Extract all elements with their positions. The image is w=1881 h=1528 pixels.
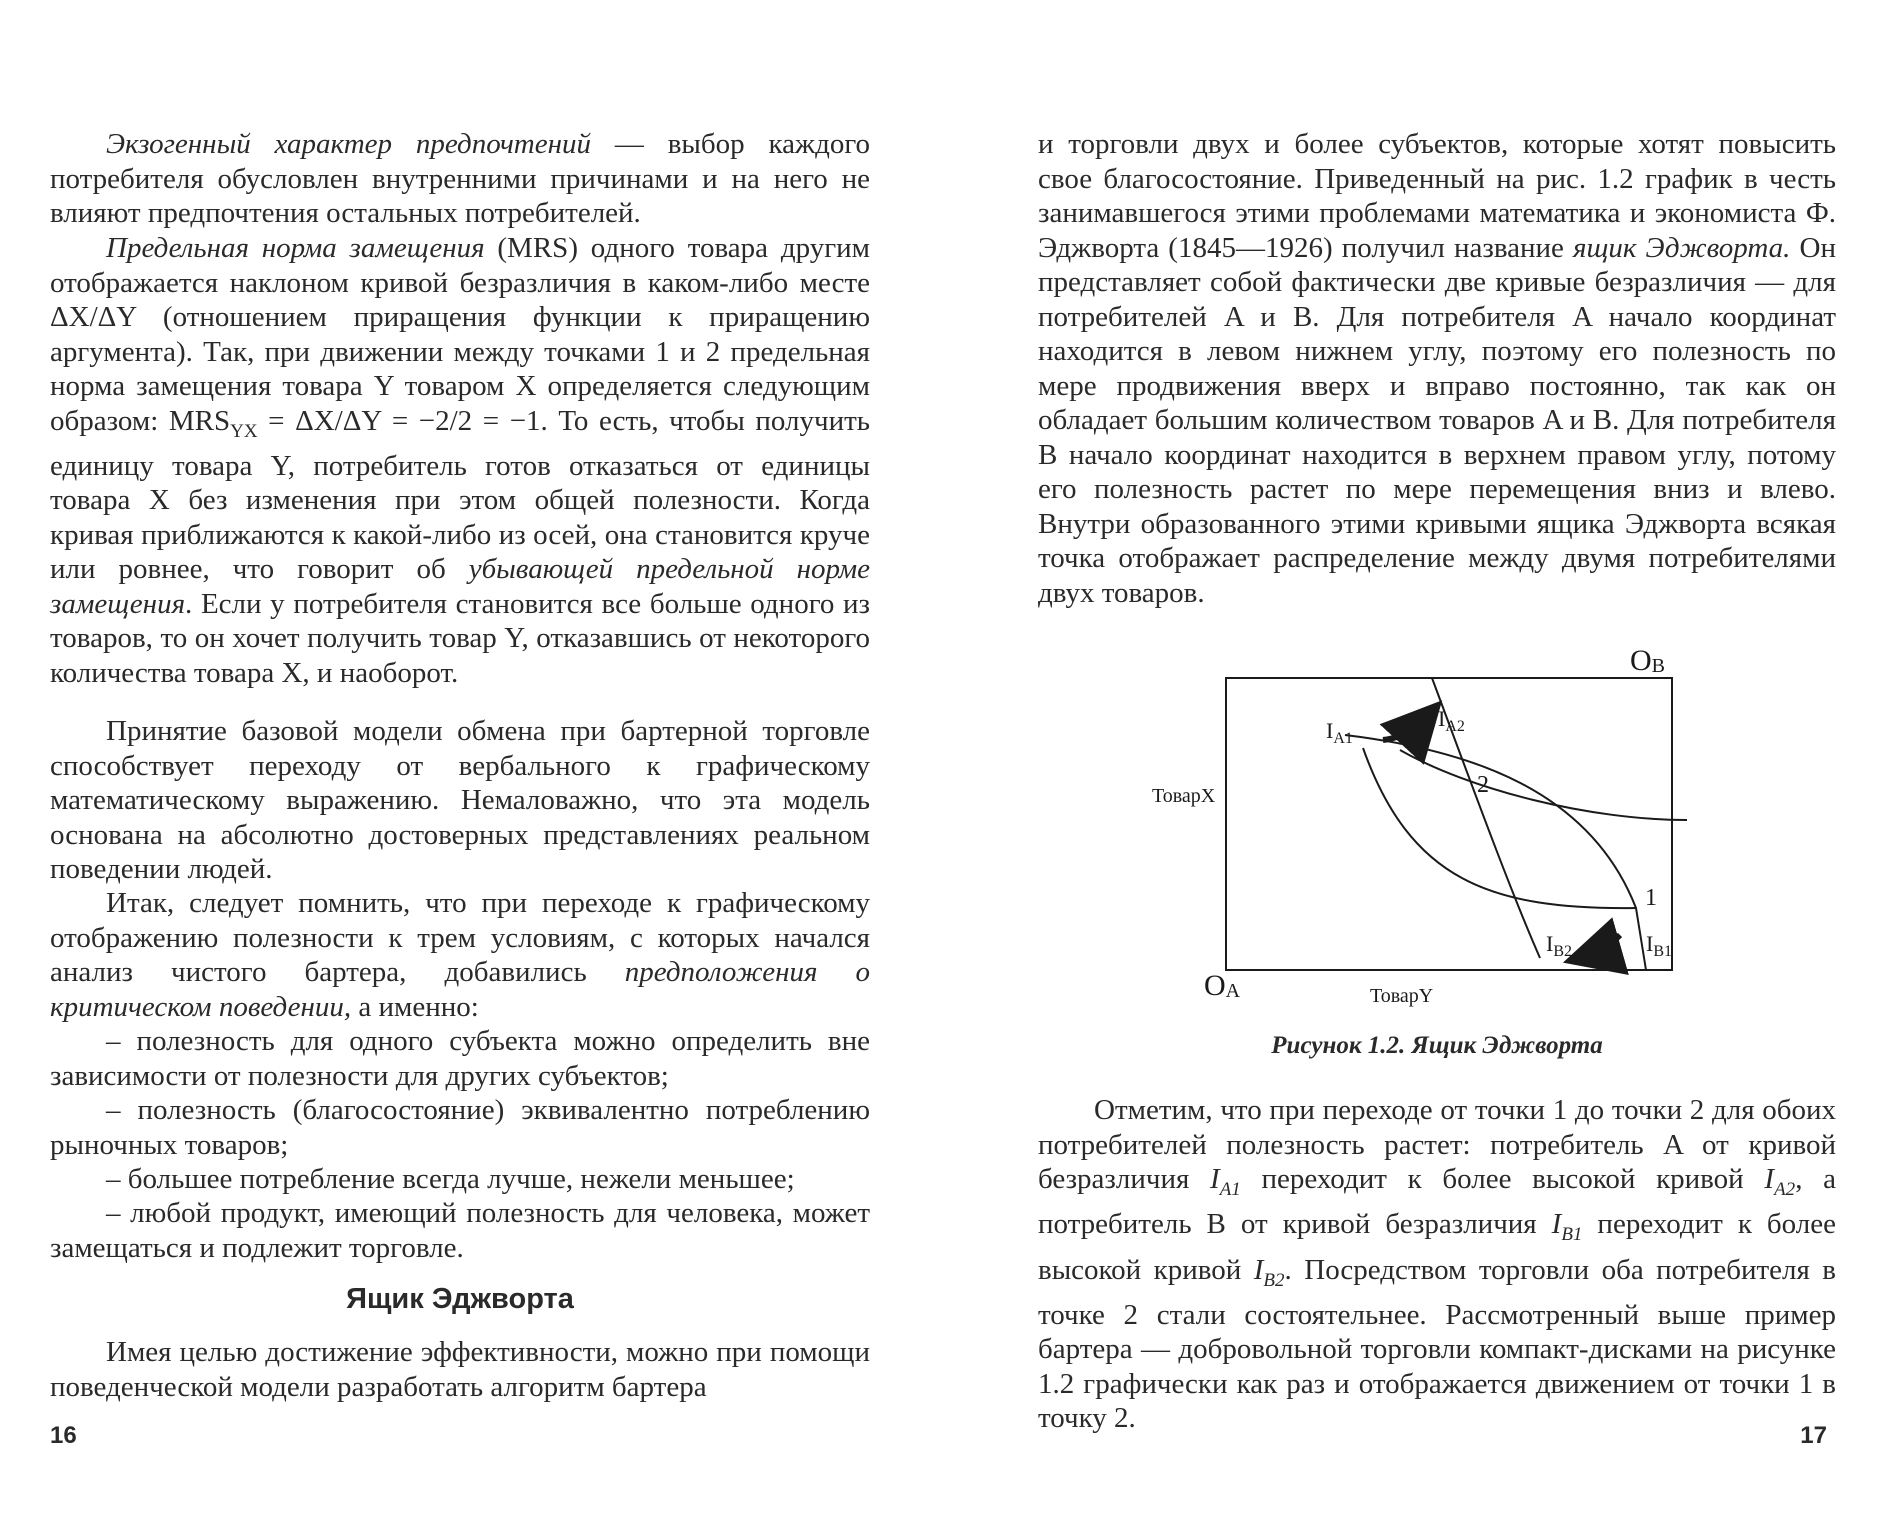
paragraph-text: — выбор каждого потребителя обусловлен внутренними причинами и на него не влияют предпочтения остальных потребителей. — [50, 128, 871, 229]
list-item — [50, 1024, 870, 1093]
paragraph-conclusion — [1038, 1093, 1836, 1436]
section-heading: Ящик Эджворта — [346, 1283, 574, 1315]
label-origin-b: OB — [1630, 644, 1666, 677]
label-good-x: ТоварX — [1152, 785, 1216, 807]
label-point-2: 2 — [1477, 772, 1489, 798]
paragraph-text: . Посредством торговли оба потребителя в точке 2 стали состоятельнее. Рассмотренный выше пример бартера — добровольной торговли компакт-дисками на рисунке 1.2 графически как раз и отображается движением от точки 1 в точку 2. — [1038, 1253, 1836, 1435]
page-number-left: 16 — [50, 1422, 77, 1449]
paragraph-text: Отметим, что при переходе от точки 1 до точки 2 для обоих потребителей полезность растет: потребитель A от кривой безразличия — [1038, 1094, 1836, 1195]
symbol-i: I — [1551, 1208, 1562, 1241]
paragraph-mrs — [50, 231, 870, 690]
page-number-right: 17 — [1800, 1422, 1827, 1449]
paragraph-last — [50, 1335, 870, 1404]
label-ia2: $I_{A2}$ — [1438, 706, 1465, 735]
paragraph-text: переходит к более высокой кривой — [1240, 1163, 1765, 1195]
figure-caption: Рисунок 1.2. Ящик Эджворта — [1271, 1032, 1603, 1059]
term-diminishing-mrs: убывающей предельной норме замещения — [50, 553, 870, 620]
paragraph-text: = ΔX/ΔY = −2/2 = −1. То есть, чтобы получить единицу товара Y, потребитель готов отказаться от единицы товара X без изменения при этом общей полезности. Когда кривая приближаются к какой-либо из осей, она становится круче или ровнее, что говорит об — [50, 404, 870, 586]
term-edgeworth-box: ящик Эджворта. — [1573, 231, 1791, 264]
curve-ia1 — [1363, 748, 1636, 908]
paragraph-text: Принятие базовой модели обмена при бартерной торговле способствует переходу от вербального к графическому математическому выражению. Немаловажно, что эта модель основана на абсолютно достоверных представлениях реальном поведении людей. — [50, 715, 870, 885]
paragraph-text: , а потребитель B от кривой безразличия — [1038, 1163, 1837, 1241]
paragraph-text: . Если у потребителя становится все больше одного из товаров, то он хочет получить товар Y, отказавшись от некоторого количества товара X, и наоборот. — [50, 587, 870, 689]
symbol-subscript: A2 — [1774, 1178, 1796, 1200]
paragraph-exogenous — [50, 127, 870, 231]
term-critical-behavior: предположения о критическом поведении, — [50, 956, 870, 1023]
arrow-a1-to-a2 — [1383, 718, 1426, 740]
label-point-1: 1 — [1645, 885, 1657, 911]
right-page — [940, 0, 1881, 1528]
paragraph-graphical — [50, 886, 870, 1024]
paragraph-text: Имея целью достижение эффективности, можно при помощи поведенческой модели разработать алгоритм бартера — [50, 1336, 870, 1403]
list-item-text: – большее потребление всегда лучше, нежели меньшее; — [106, 1163, 795, 1195]
symbol-i: I — [1764, 1163, 1775, 1195]
edgeworth-box-figure — [1152, 640, 1700, 1010]
list-item-text: – полезность для одного субъекта можно определить вне зависимости от полезности для других субъектов; — [50, 1025, 870, 1092]
list-item-text: – полезность (благосостояние) эквивалентно потреблению рыночных товаров; — [50, 1094, 870, 1161]
left-page — [0, 0, 940, 1528]
term-exogenous: Экзогенный характер предпочтений — [106, 128, 592, 160]
symbol-subscript: A1 — [1219, 1178, 1241, 1200]
label-ib1: $I_{B1}$ — [1646, 931, 1672, 960]
paragraph-text: переходит к более высокой кривой — [1038, 1208, 1836, 1286]
label-ib2: $I_{B2}$ — [1546, 931, 1572, 960]
paragraph-barter-model — [50, 714, 870, 887]
list-item — [50, 1093, 870, 1162]
paragraph-text: (MRS) одного товара другим отображается наклоном кривой безразличия в каком-либо месте ΔX/ΔY (отношением приращения функции к приращению аргумента). Так, при движении между точками 1 и 2 предельная норма замещения товара Y товаром X определяется следующим образом: MRS — [50, 232, 870, 437]
list-item — [50, 1162, 870, 1197]
symbol-i: I — [1253, 1253, 1264, 1286]
symbol-subscript: B2 — [1263, 1269, 1285, 1291]
arrow-b1-to-b2 — [1586, 935, 1620, 956]
label-good-y: ТоварY — [1370, 985, 1434, 1007]
symbol-i: I — [1210, 1163, 1220, 1195]
curve-ib1 — [1345, 735, 1646, 970]
label-ia1: $I_{A1}$ — [1326, 718, 1353, 747]
paragraph-text: и торговли двух и более субъектов, которые хотят повысить свое благосостояние. Приведенный на рис. 1.2 график в честь занимавшегося этими проблемами математика и экономиста Ф. Эджворта (1845—1926) получил название — [1038, 128, 1836, 264]
mrs-subscript: YX — [230, 420, 258, 442]
paragraph-text: Он представляет собой фактически две кривые безразличия — для потребителей A и B. Для потребителя A начало координат находится в левом нижнем углу, поэтому его полезность по мере продвижения вверх и вправо постоянно, так как он обладает большим количеством товаров A и B. Для потребителя B начало координат находится в верхнем правом углу, потому его полезность растет по мере перемещения вниз и влево. Внутри образованного этими кривыми ящика Эджворта всякая точка отображает распределение между двумя потребителями двух товаров. — [1038, 231, 1836, 609]
label-origin-a: OA — [1204, 969, 1241, 1002]
paragraph-text: Итак, следует помнить, что при переходе к графическому отображению полезности к трем условиям, с которых начался анализ чистого бартера, добавились — [50, 887, 870, 988]
list-item-text: – любой продукт, имеющий полезность для человека, может замещаться и подлежит торговле. — [50, 1197, 870, 1264]
symbol-subscript: B1 — [1561, 1224, 1583, 1246]
paragraph-text: а именно: — [351, 990, 479, 1023]
term-mrs: Предельная норма замещения — [106, 232, 485, 264]
list-item — [50, 1196, 870, 1265]
paragraph-edgeworth-intro — [1038, 127, 1836, 610]
curve-ib2 — [1400, 750, 1687, 820]
